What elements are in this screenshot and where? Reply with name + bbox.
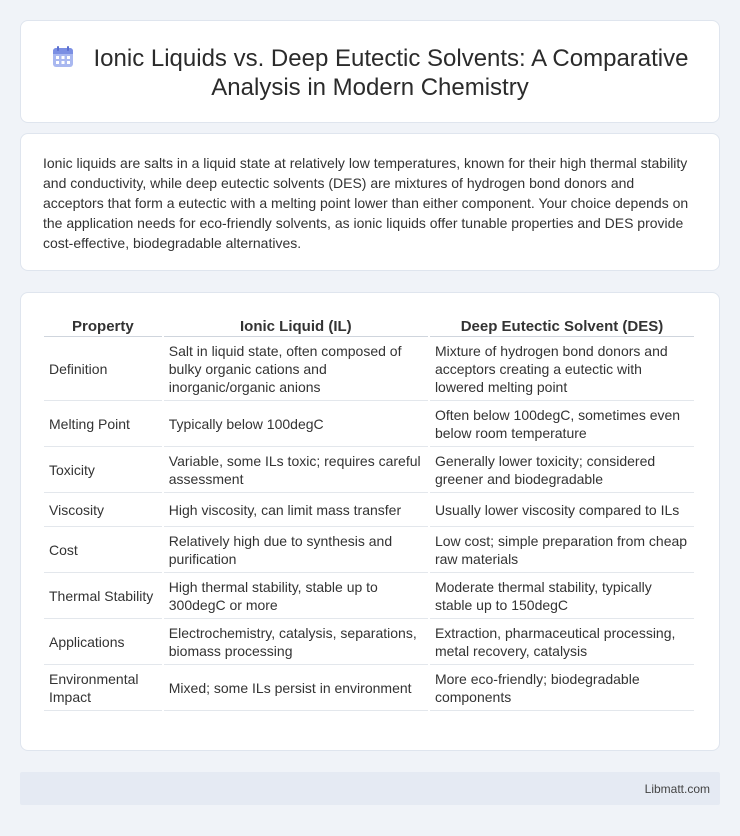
table-row — [44, 619, 694, 665]
header-des: Deep Eutectic Solvent (DES) — [430, 315, 694, 337]
row-des-value: Extraction, pharmaceutical processing, metal recovery, catalysis — [430, 619, 694, 665]
table-row — [44, 527, 694, 573]
row-property: Viscosity — [44, 493, 162, 527]
table-row — [44, 665, 694, 711]
table-row — [44, 401, 694, 447]
table-row — [44, 337, 694, 401]
table-row — [44, 447, 694, 493]
row-property: Environmental Impact — [44, 665, 162, 711]
table-row — [44, 573, 694, 619]
page-title-text: Ionic Liquids vs. Deep Eutectic Solvents: A Comparative Analysis in Modern Chemistry — [93, 45, 689, 101]
row-il-value: Variable, some ILs toxic; requires careful assessment — [164, 447, 428, 493]
page-title — [21, 44, 719, 102]
row-il-value: High thermal stability, stable up to 300degC or more — [164, 573, 428, 619]
row-property: Definition — [44, 337, 162, 401]
row-il-value: High viscosity, can limit mass transfer — [164, 493, 428, 527]
footer — [20, 772, 720, 805]
title-card — [20, 20, 720, 123]
table-row — [44, 493, 694, 527]
row-des-value: Generally lower toxicity; considered greener and biodegradable — [430, 447, 694, 493]
calendar-icon — [52, 46, 74, 68]
intro-paragraph: Ionic liquids are salts in a liquid state at relatively low temperatures, known for their high thermal stability and conductivity, while deep eutectic solvents (DES) are mixtures of hydrogen bond donors and acceptors that form a eutectic with a melting point lower than either component. Your choice depends on the application needs for eco-friendly solvents, as ionic liquids offer tunable properties and DES provide cost-effective, biodegradable alternatives. — [43, 155, 689, 251]
row-des-value: Mixture of hydrogen bond donors and acceptors creating a eutectic with lowered melting point — [430, 337, 694, 401]
intro-card — [20, 133, 720, 271]
row-il-value: Typically below 100degC — [164, 401, 428, 447]
header-property: Property — [44, 315, 162, 337]
row-des-value: Usually lower viscosity compared to ILs — [430, 493, 694, 527]
comparison-card — [20, 292, 720, 751]
row-property: Cost — [44, 527, 162, 573]
footer-site-link[interactable]: Libmatt.com — [644, 782, 710, 796]
row-property: Applications — [44, 619, 162, 665]
header-ionic-liquid: Ionic Liquid (IL) — [164, 315, 428, 337]
row-des-value: Often below 100degC, sometimes even below room temperature — [430, 401, 694, 447]
row-il-value: Relatively high due to synthesis and purification — [164, 527, 428, 573]
row-property: Melting Point — [44, 401, 162, 447]
row-il-value: Electrochemistry, catalysis, separations, biomass processing — [164, 619, 428, 665]
row-des-value: Low cost; simple preparation from cheap raw materials — [430, 527, 694, 573]
table-header-row — [44, 315, 694, 337]
row-property: Thermal Stability — [44, 573, 162, 619]
row-il-value: Mixed; some ILs persist in environment — [164, 665, 428, 711]
row-des-value: More eco-friendly; biodegradable components — [430, 665, 694, 711]
row-property: Toxicity — [44, 447, 162, 493]
row-il-value: Salt in liquid state, often composed of bulky organic cations and inorganic/organic anions — [164, 337, 428, 401]
row-des-value: Moderate thermal stability, typically stable up to 150degC — [430, 573, 694, 619]
comparison-table — [42, 315, 696, 711]
